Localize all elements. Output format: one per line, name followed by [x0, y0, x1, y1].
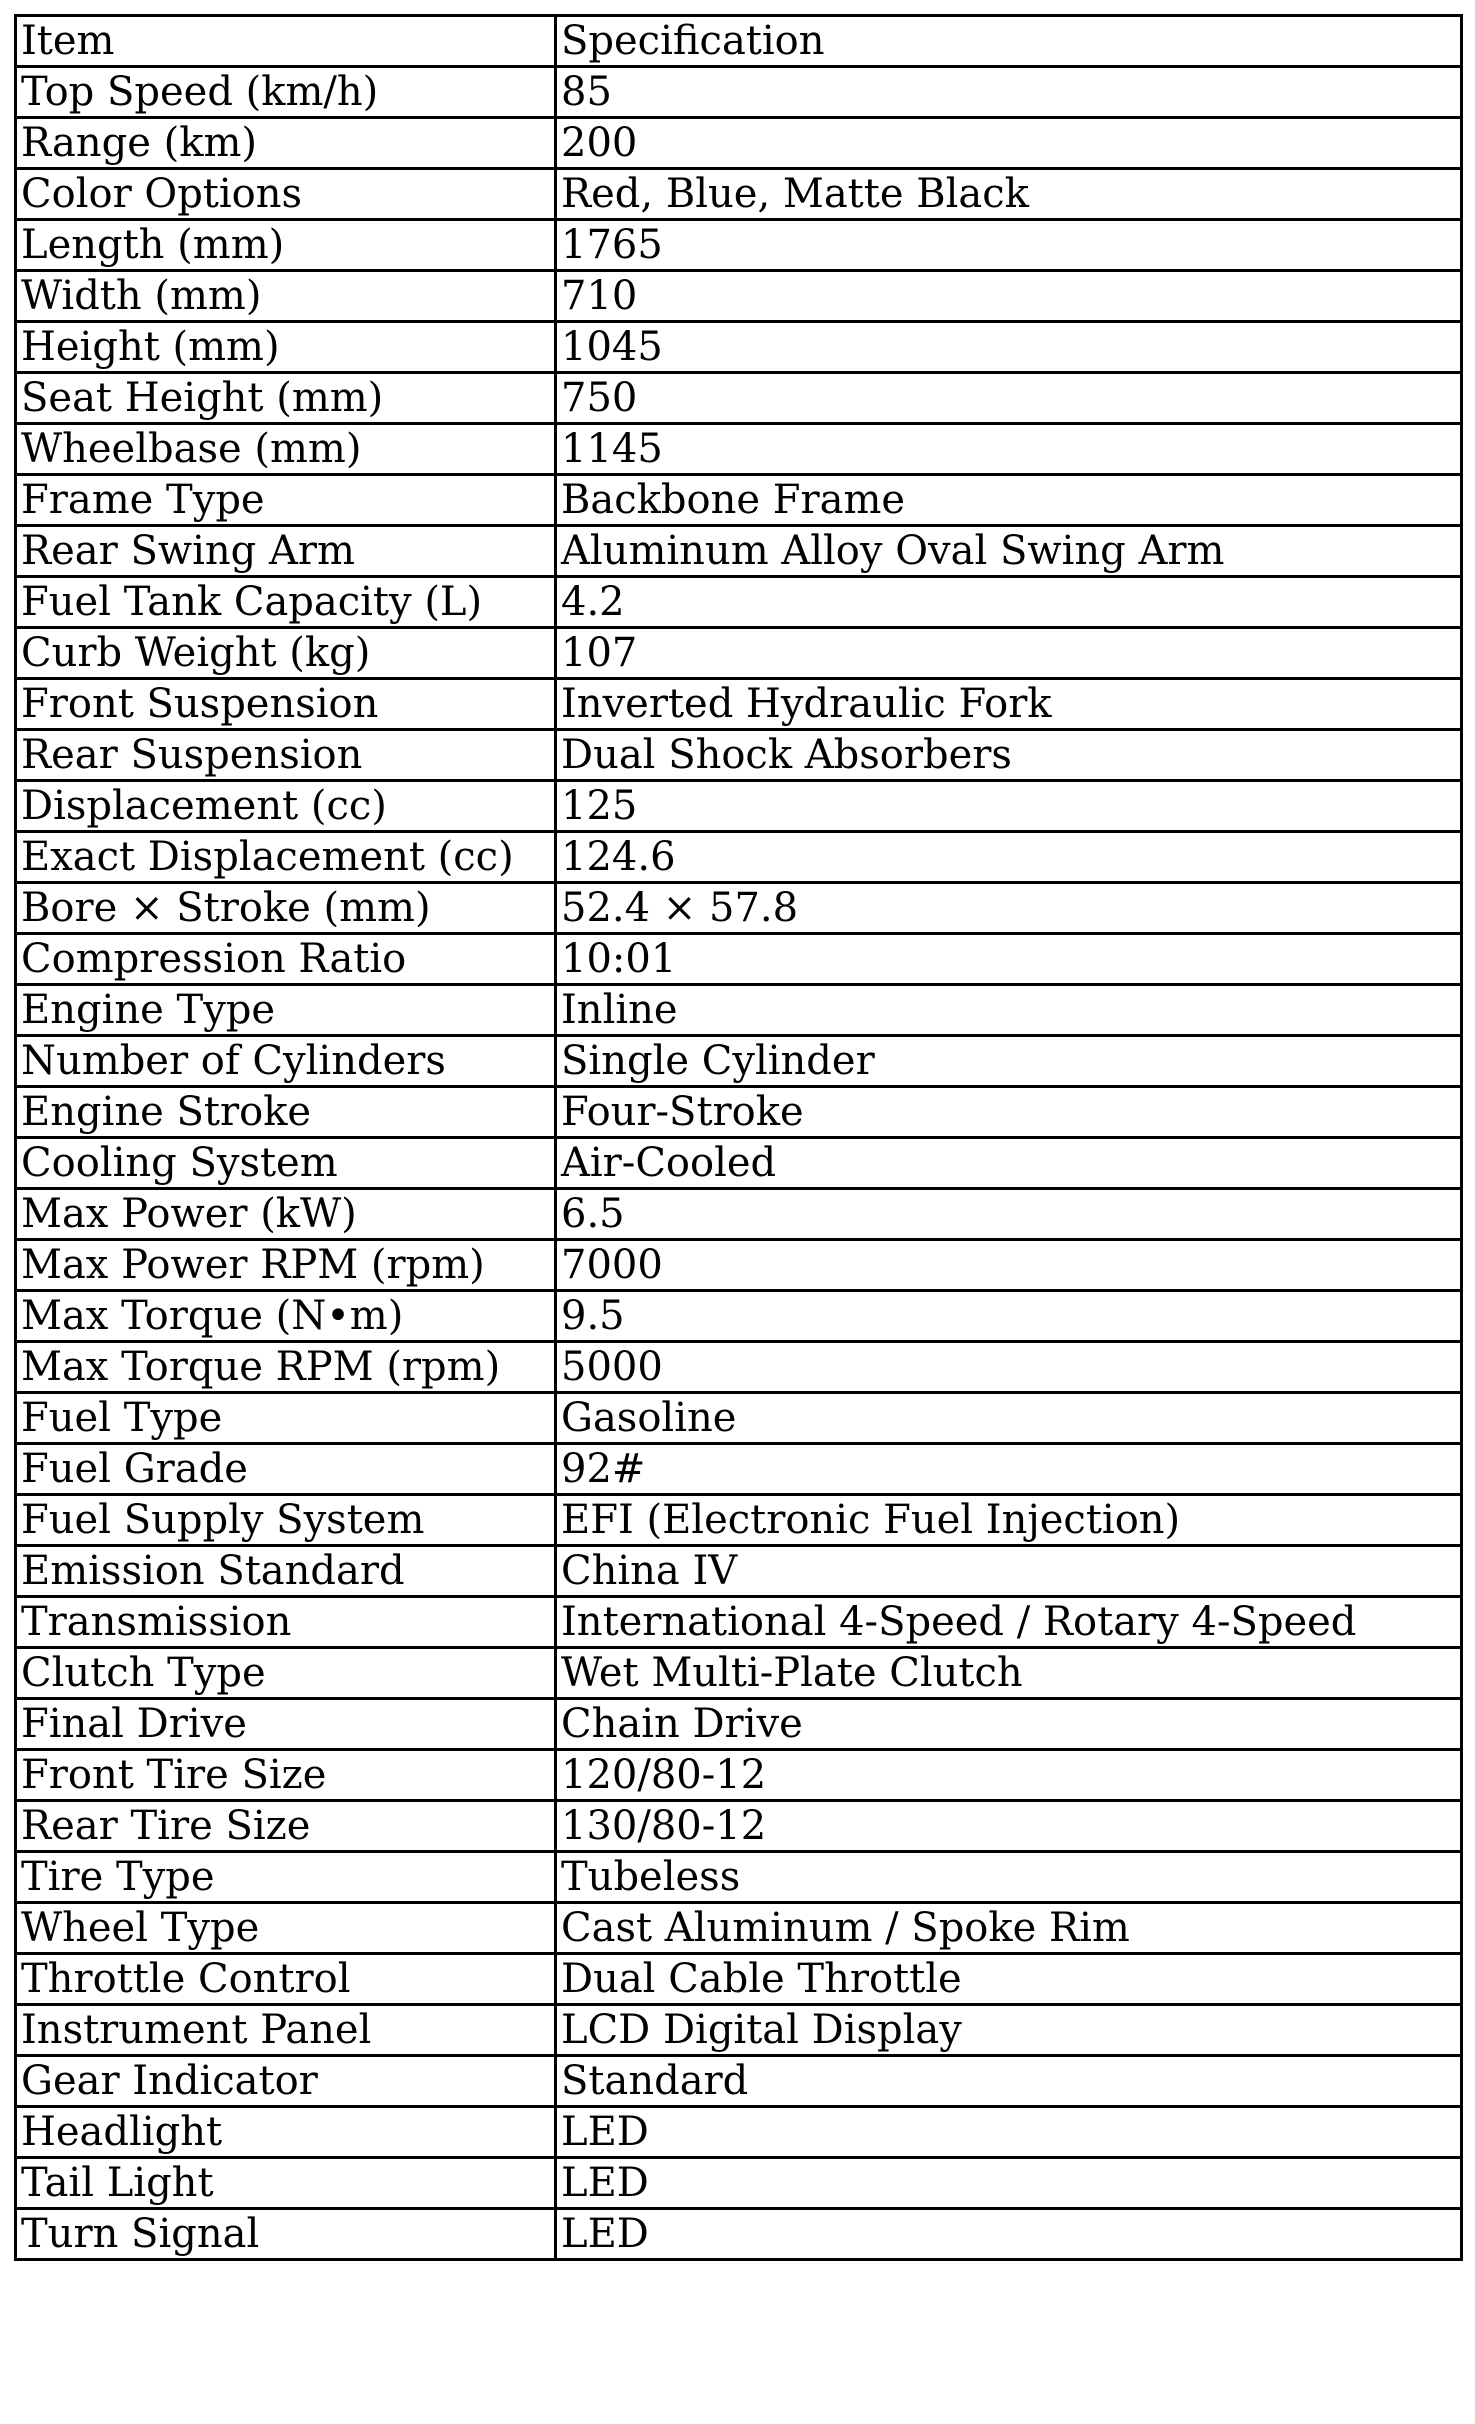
specification-cell: 6.5: [556, 1189, 1462, 1240]
item-cell: Tail Light: [16, 2158, 556, 2209]
item-cell: Seat Height (mm): [16, 373, 556, 424]
table-row: [16, 679, 1462, 730]
specification-cell: Inline: [556, 985, 1462, 1036]
item-cell: Rear Swing Arm: [16, 526, 556, 577]
item-cell: Instrument Panel: [16, 2005, 556, 2056]
spec-table-body: [16, 16, 1462, 2260]
table-row: [16, 526, 1462, 577]
specification-cell: LED: [556, 2107, 1462, 2158]
item-cell: Final Drive: [16, 1699, 556, 1750]
table-row: [16, 1852, 1462, 1903]
specification-cell: 10:01: [556, 934, 1462, 985]
item-cell: Exact Displacement (cc): [16, 832, 556, 883]
table-row: [16, 832, 1462, 883]
item-cell: Turn Signal: [16, 2209, 556, 2260]
table-row: [16, 1189, 1462, 1240]
specification-cell: 120/80-12: [556, 1750, 1462, 1801]
header-specification-cell: Specification: [556, 16, 1462, 67]
item-cell: Range (km): [16, 118, 556, 169]
item-cell: Wheelbase (mm): [16, 424, 556, 475]
specification-cell: 200: [556, 118, 1462, 169]
table-row: [16, 1393, 1462, 1444]
table-row: [16, 322, 1462, 373]
item-cell: Length (mm): [16, 220, 556, 271]
table-row: [16, 1750, 1462, 1801]
item-cell: Top Speed (km/h): [16, 67, 556, 118]
spec-table: [14, 14, 1463, 2261]
specification-cell: Gasoline: [556, 1393, 1462, 1444]
specification-cell: Wet Multi-Plate Clutch: [556, 1648, 1462, 1699]
specification-cell: Four-Stroke: [556, 1087, 1462, 1138]
item-cell: Fuel Type: [16, 1393, 556, 1444]
table-row: [16, 730, 1462, 781]
specification-cell: 85: [556, 67, 1462, 118]
table-row: [16, 373, 1462, 424]
table-row: [16, 1495, 1462, 1546]
item-cell: Bore × Stroke (mm): [16, 883, 556, 934]
table-row: [16, 1699, 1462, 1750]
table-row: [16, 1801, 1462, 1852]
item-cell: Height (mm): [16, 322, 556, 373]
item-cell: Compression Ratio: [16, 934, 556, 985]
specification-cell: Aluminum Alloy Oval Swing Arm: [556, 526, 1462, 577]
table-row: [16, 2158, 1462, 2209]
table-row: [16, 1240, 1462, 1291]
specification-cell: 125: [556, 781, 1462, 832]
item-cell: Number of Cylinders: [16, 1036, 556, 1087]
item-cell: Max Power (kW): [16, 1189, 556, 1240]
item-cell: Fuel Tank Capacity (L): [16, 577, 556, 628]
item-cell: Max Power RPM (rpm): [16, 1240, 556, 1291]
table-row: [16, 1597, 1462, 1648]
item-cell: Emission Standard: [16, 1546, 556, 1597]
specification-cell: Backbone Frame: [556, 475, 1462, 526]
table-row: [16, 424, 1462, 475]
table-row: [16, 1546, 1462, 1597]
item-cell: Wheel Type: [16, 1903, 556, 1954]
specification-cell: Dual Shock Absorbers: [556, 730, 1462, 781]
specification-cell: LED: [556, 2209, 1462, 2260]
specification-cell: 750: [556, 373, 1462, 424]
table-row: [16, 220, 1462, 271]
item-cell: Cooling System: [16, 1138, 556, 1189]
table-row: [16, 628, 1462, 679]
table-row: [16, 271, 1462, 322]
table-row: [16, 475, 1462, 526]
specification-cell: 107: [556, 628, 1462, 679]
table-row: [16, 1903, 1462, 1954]
specification-cell: Chain Drive: [556, 1699, 1462, 1750]
item-cell: Front Tire Size: [16, 1750, 556, 1801]
table-row: [16, 2107, 1462, 2158]
item-cell: Headlight: [16, 2107, 556, 2158]
table-row: [16, 169, 1462, 220]
specification-cell: Inverted Hydraulic Fork: [556, 679, 1462, 730]
specification-cell: 4.2: [556, 577, 1462, 628]
specification-cell: 5000: [556, 1342, 1462, 1393]
table-row: [16, 883, 1462, 934]
specification-cell: Air-Cooled: [556, 1138, 1462, 1189]
table-row: [16, 1291, 1462, 1342]
item-cell: Fuel Grade: [16, 1444, 556, 1495]
header-item-cell: Item: [16, 16, 556, 67]
table-row: [16, 1087, 1462, 1138]
item-cell: Max Torque (N•m): [16, 1291, 556, 1342]
specification-cell: Dual Cable Throttle: [556, 1954, 1462, 2005]
table-row: [16, 1648, 1462, 1699]
item-cell: Transmission: [16, 1597, 556, 1648]
item-cell: Frame Type: [16, 475, 556, 526]
specification-cell: 710: [556, 271, 1462, 322]
specification-cell: Tubeless: [556, 1852, 1462, 1903]
table-row: [16, 1444, 1462, 1495]
item-cell: Engine Type: [16, 985, 556, 1036]
table-row: [16, 934, 1462, 985]
specification-cell: 92#: [556, 1444, 1462, 1495]
specification-cell: Red, Blue, Matte Black: [556, 169, 1462, 220]
specification-cell: China IV: [556, 1546, 1462, 1597]
table-row: [16, 577, 1462, 628]
table-row: [16, 2209, 1462, 2260]
item-cell: Engine Stroke: [16, 1087, 556, 1138]
specification-cell: 7000: [556, 1240, 1462, 1291]
item-cell: Rear Suspension: [16, 730, 556, 781]
item-cell: Curb Weight (kg): [16, 628, 556, 679]
table-row: [16, 985, 1462, 1036]
table-row: [16, 2056, 1462, 2107]
specification-cell: Single Cylinder: [556, 1036, 1462, 1087]
table-row: [16, 1954, 1462, 2005]
item-cell: Width (mm): [16, 271, 556, 322]
specification-cell: 9.5: [556, 1291, 1462, 1342]
table-row: [16, 1342, 1462, 1393]
item-cell: Fuel Supply System: [16, 1495, 556, 1546]
item-cell: Max Torque RPM (rpm): [16, 1342, 556, 1393]
specification-cell: 130/80-12: [556, 1801, 1462, 1852]
specification-cell: Cast Aluminum / Spoke Rim: [556, 1903, 1462, 1954]
item-cell: Tire Type: [16, 1852, 556, 1903]
specification-cell: 1765: [556, 220, 1462, 271]
specification-cell: EFI (Electronic Fuel Injection): [556, 1495, 1462, 1546]
specification-cell: 124.6: [556, 832, 1462, 883]
table-row: [16, 118, 1462, 169]
table-header-row: [16, 16, 1462, 67]
table-row: [16, 781, 1462, 832]
table-row: [16, 1036, 1462, 1087]
item-cell: Displacement (cc): [16, 781, 556, 832]
specification-cell: LCD Digital Display: [556, 2005, 1462, 2056]
item-cell: Throttle Control: [16, 1954, 556, 2005]
specification-cell: International 4-Speed / Rotary 4-Speed: [556, 1597, 1462, 1648]
specification-cell: Standard: [556, 2056, 1462, 2107]
table-row: [16, 2005, 1462, 2056]
specification-cell: 52.4 × 57.8: [556, 883, 1462, 934]
item-cell: Front Suspension: [16, 679, 556, 730]
table-row: [16, 67, 1462, 118]
specification-cell: 1145: [556, 424, 1462, 475]
item-cell: Rear Tire Size: [16, 1801, 556, 1852]
specification-cell: LED: [556, 2158, 1462, 2209]
item-cell: Gear Indicator: [16, 2056, 556, 2107]
item-cell: Color Options: [16, 169, 556, 220]
table-row: [16, 1138, 1462, 1189]
specification-cell: 1045: [556, 322, 1462, 373]
item-cell: Clutch Type: [16, 1648, 556, 1699]
